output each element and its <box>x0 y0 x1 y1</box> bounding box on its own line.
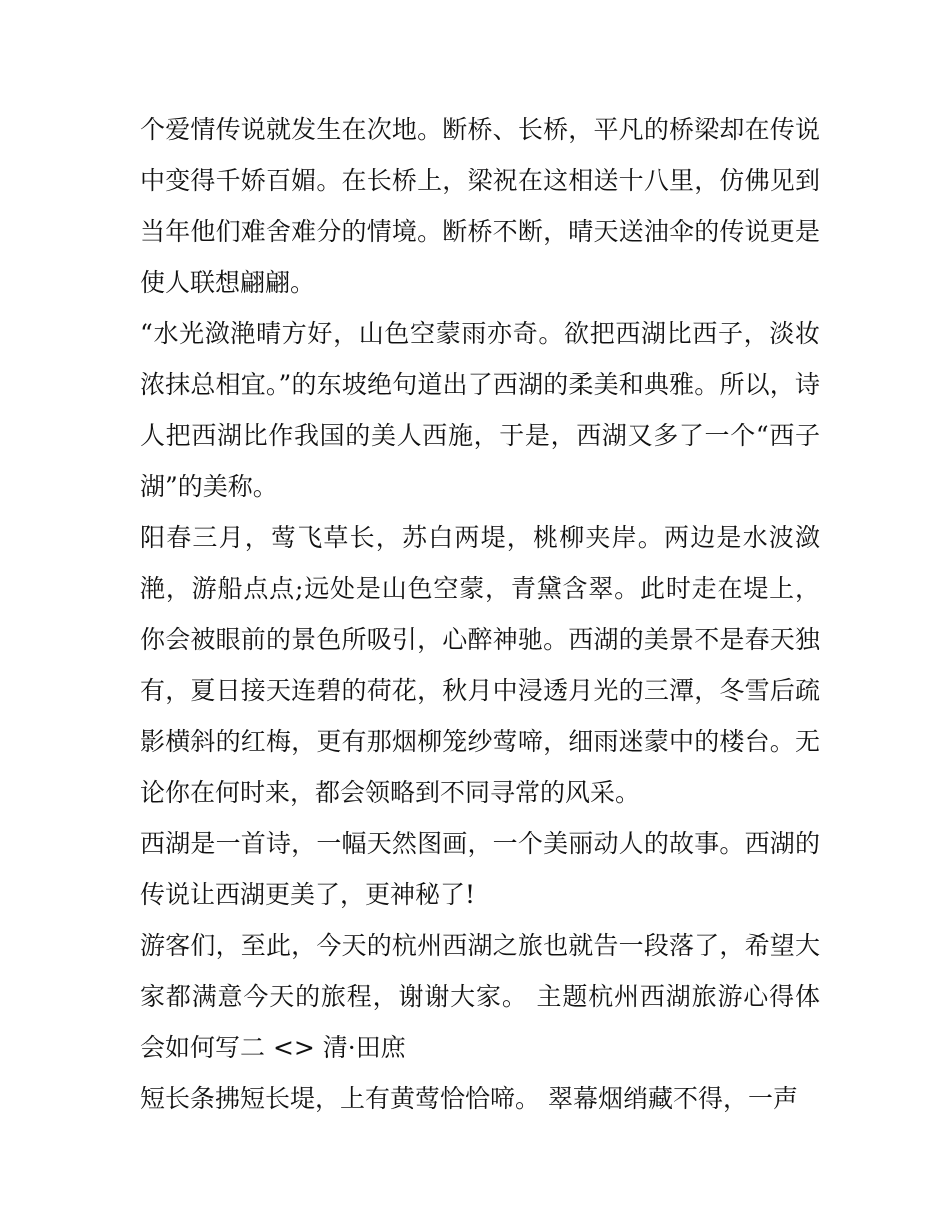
paragraph-poem: “水光潋滟晴方好，山色空蒙雨亦奇。欲把西湖比西子，淡妆浓抹总相宜。”的东坡绝句道出了西湖的柔美和典雅。所以，诗人把西湖比作我国的美人西施，于是，西湖又多了一个“西子湖”的美称。 <box>140 319 820 501</box>
document-body <box>140 104 820 1124</box>
paragraph-summary: 西湖是一首诗，一幅天然图画，一个美丽动人的故事。西湖的传说让西湖更美了，更神秘了! <box>140 829 820 909</box>
paragraph-closing: 游客们，至此，今天的杭州西湖之旅也就告一段落了，希望大家都满意今天的旅程，谢谢大家。 主题杭州西湖旅游心得体会如何写二 <> 清·田庶 <box>140 931 820 1062</box>
paragraph-spring: 阳春三月，莺飞草长，苏白两堤，桃柳夹岸。两边是水波潋滟，游船点点;远处是山色空蒙，青黛含翠。此时走在堤上，你会被眼前的景色所吸引，心醉神驰。西湖的美景不是春天独有，夏日接天连碧的荷花，秋月中浸透月光的三潭，冬雪后疏影横斜的红梅，更有那烟柳笼纱莺啼，细雨迷蒙中的楼台。无论你在何时来，都会领略到不同寻常的风采。 <box>140 523 820 807</box>
paragraph-legend: 个爱情传说就发生在次地。断桥、长桥，平凡的桥梁却在传说中变得千娇百媚。在长桥上，梁祝在这相送十八里，仿佛见到当年他们难舍难分的情境。断桥不断，晴天送油伞的传说更是使人联想翩翩。 <box>140 115 820 297</box>
paragraph-verse: 短长条拂短长堤，上有黄莺恰恰啼。 翠幕烟绡藏不得，一声 <box>140 1084 798 1113</box>
